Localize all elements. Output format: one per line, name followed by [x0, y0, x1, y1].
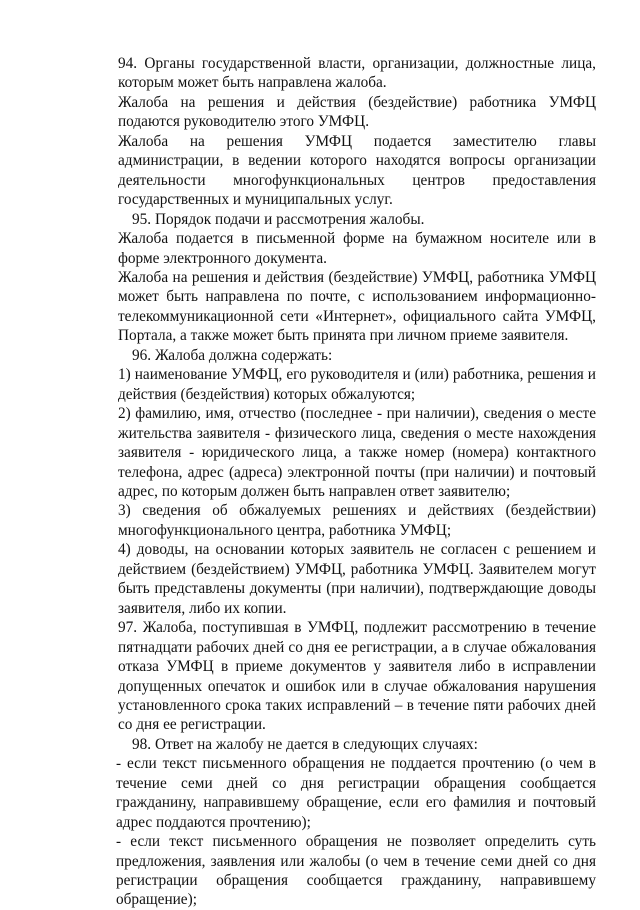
paragraph-submission-channels: Жалоба на решения и действия (бездействие) УМФЦ, работника УМФЦ может быть направлена по почте, с использованием информационно-телекоммуникационной сети «Интернет», официального сайта УМФЦ, Портала, а также может быть принята при личном приеме заявителя. [118, 268, 596, 345]
list-item-2: 2) фамилию, имя, отчество (последнее - при наличии), сведения о месте жительства заявителя - физического лица, сведения о месте нахождения заявителя - юридического лица, а также номер (номера) контактного телефона, адрес (адреса) электронной почты (при наличии) и почтовый адрес, по которым должен быть направлен ответ заявителю; [118, 405, 596, 500]
dash-item-unreadable: - если текст письменного обращения не поддается прочтению (о чем в течение семи дней со дня регистрации обращения сообщается гражданину, направившему обращение, если его фамилия и почтовый адрес поддаются прочтению); [116, 755, 596, 831]
paragraph-95: 95. Порядок подачи и рассмотрения жалобы. [132, 210, 425, 228]
document-body [118, 54, 596, 910]
paragraph-97: 97. Жалоба, поступившая в УМФЦ, подлежит рассмотрению в течение пятнадцати рабочих дней со дня ее регистрации, а в случае обжалования отказа УМФЦ в приеме документов у заявителя либо в исправлении допущенных опечаток и ошибок или в случае обжалования нарушения установленного срока таких исправлений – в течение пяти рабочих дней со дня ее регистрации. [118, 619, 596, 734]
paragraph-96: 96. Жалоба должна содержать: [132, 346, 333, 364]
list-item-4: 4) доводы, на основании которых заявитель не согласен с решением и действием (бездействием) УМФЦ, работника УМФЦ. Заявителем могут быть представлены документы (при наличии), подтверждающие доводы заявителя, либо их копии. [118, 541, 596, 617]
list-item-3: 3) сведения об обжалуемых решениях и действиях (бездействии) многофункционального центра, работника УМФЦ; [118, 502, 596, 539]
paragraph-98: 98. Ответ на жалобу не дается в следующих случаях: [132, 735, 478, 753]
dash-item-unclear-essence: - если текст письменного обращения не позволяет определить суть предложения, заявления или жалобы (о чем в течение семи дней со дня регистрации обращения сообщается гражданину, направившему обращение); [116, 833, 596, 909]
paragraph-94: 94. Органы государственной власти, организации, должностные лица, которым может быть направлена жалоба. [118, 55, 596, 92]
paragraph-written-form: Жалоба подается в письменной форме на бумажном носителе или в форме электронного документа. [118, 230, 596, 267]
paragraph-complaint-employee: Жалоба на решения и действия (бездействие) работника УМФЦ подаются руководителю этого УМФЦ. [118, 93, 596, 131]
list-item-1: 1) наименование УМФЦ, его руководителя и (или) работника, решения и действия (бездействия) которых обжалуются; [118, 366, 596, 403]
paragraph-complaint-umfc: Жалоба на решения УМФЦ подается заместителю главы администрации, в ведении которого находятся вопросы организации деятельности многофункциональных центров предоставления государственных и муниципальных услуг. [118, 132, 596, 209]
